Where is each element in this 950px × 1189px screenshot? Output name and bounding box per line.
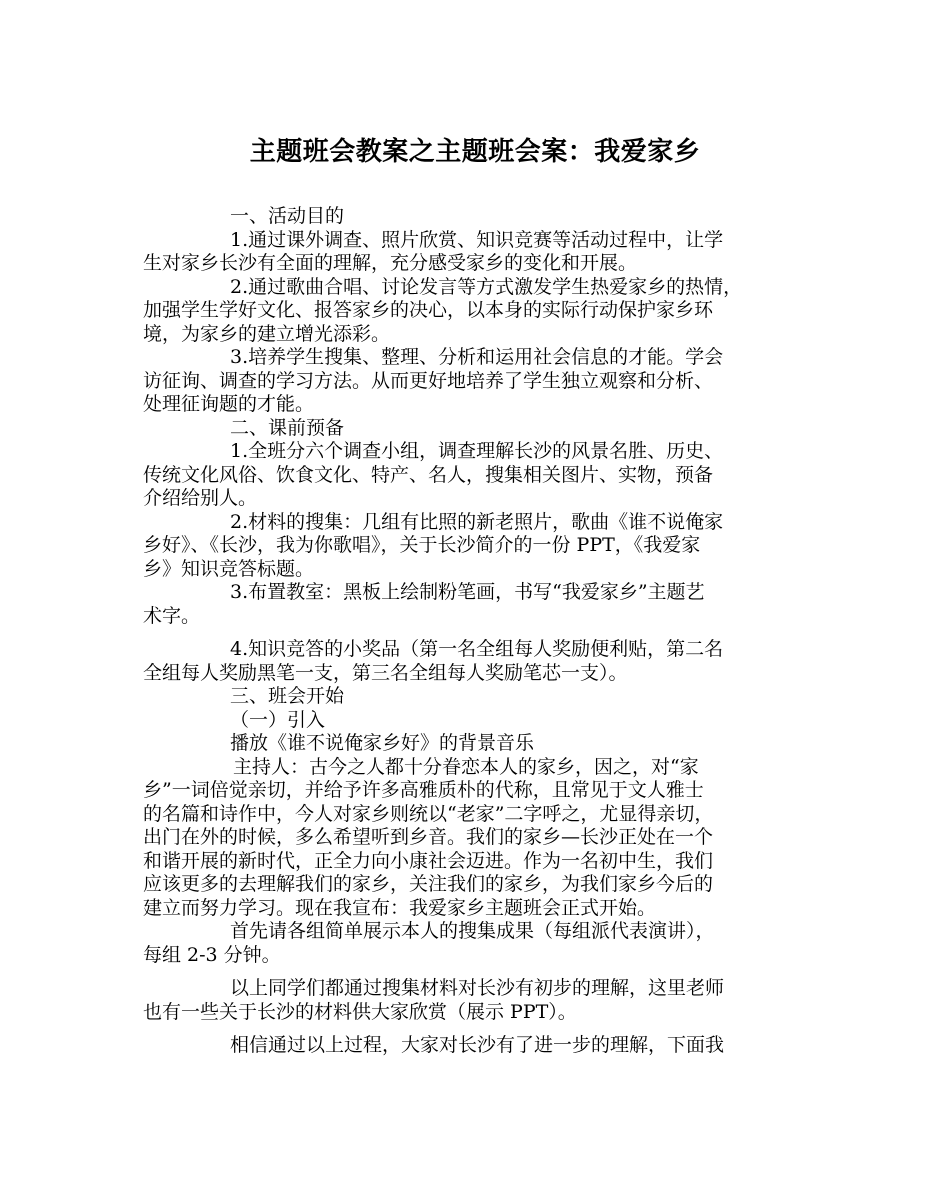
paragraph-line: 境，为家乡的建立增光添彩。 xyxy=(143,322,391,345)
subsection-heading: （一）引入 xyxy=(230,708,326,731)
paragraph-line: 每组 2-3 分钟。 xyxy=(143,943,281,966)
paragraph-line: 的名篇和诗作中，今人对家乡则统以“老家”二字呼之，尤显得亲切， xyxy=(143,802,714,825)
paragraph-line: 传统文化风俗、饮食文化、特产、名人，搜集相关图片、实物，预备 xyxy=(143,463,714,486)
paragraph-line: 2.材料的搜集：几组有比照的新老照片，歌曲《谁不说俺家 xyxy=(230,510,724,533)
section-heading: 二、课前预备 xyxy=(230,416,345,439)
paragraph-line: 建立而努力学习。现在我宣布：我爱家乡主题班会正式开始。 xyxy=(143,896,657,919)
paragraph-line: 主持人：古今之人都十分眷恋本人的家乡，因之，对“家 xyxy=(233,755,699,778)
paragraph-line: 生对家乡长沙有全面的理解，充分感受家乡的变化和开展。 xyxy=(143,252,638,274)
section-heading: 三、班会开始 xyxy=(230,685,345,707)
paragraph-line: 2.通过歌曲合唱、讨论发言等方式激发学生热爱家乡的热情， xyxy=(230,275,743,298)
paragraph-line: 1.通过课外调查、照片欣赏、知识竞赛等活动过程中，让学 xyxy=(230,228,724,251)
paragraph-line: 首先请各组简单展示本人的搜集成果（每组派代表演讲）， xyxy=(230,920,715,942)
paragraph-line: 相信通过以上过程，大家对长沙有了进一步的理解，下面我 xyxy=(230,1034,725,1056)
paragraph-line: 术字。 xyxy=(143,604,201,627)
document-title: 主题班会教案之主题班会案：我爱家乡 xyxy=(249,137,701,167)
paragraph-line: 3.培养学生搜集、整理、分析和运用社会信息的才能。学会 xyxy=(230,346,724,368)
paragraph-line: 访征询、调查的学习方法。从而更好地培养了学生独立观察和分析、 xyxy=(143,369,714,392)
paragraph-line: 乡”一词倍觉亲切，并给予许多高雅质朴的代称，且常见于文人雅士 xyxy=(143,779,704,801)
document-body xyxy=(143,205,815,1058)
paragraph-line: 播放《谁不说俺家乡好》的背景音乐 xyxy=(230,732,535,754)
paragraph-line: 处理征询题的才能。 xyxy=(143,393,315,415)
paragraph-line: 和谐开展的新时代，正全力向小康社会迈进。作为一名初中生，我们 xyxy=(143,849,714,872)
paragraph-line: 4.知识竞答的小奖品（第一名全组每人奖励便利贴，第二名 xyxy=(230,638,724,660)
paragraph-line: 以上同学们都通过搜集材料对长沙有初步的理解，这里老师 xyxy=(230,977,725,999)
paragraph-line: 也有一些关于长沙的材料供大家欣赏（展示 PPT）。 xyxy=(143,1000,577,1023)
paragraph-line: 1.全班分六个调查小组，调查理解长沙的风景名胜、历史、 xyxy=(230,440,724,462)
paragraph-line: 全组每人奖励黑笔一支，第三名全组每人奖励笔芯一支）。 xyxy=(143,661,628,684)
paragraph-line: 乡好》、《长沙，我为你歌唱》，关于长沙简介的一份 PPT，《我爱家 xyxy=(143,534,701,556)
paragraph-line: 3.布置教室：黑板上绘制粉笔画，书写“我爱家乡”主题艺 xyxy=(230,581,705,603)
paragraph-line: 应该更多的去理解我们的家乡，关注我们的家乡，为我们家乡今后的 xyxy=(143,873,714,895)
paragraph-line: 介绍给别人。 xyxy=(143,487,258,509)
section-heading: 一、活动目的 xyxy=(230,205,345,227)
paragraph-line: 乡》知识竞答标题。 xyxy=(143,557,315,580)
paragraph-line: 加强学生学好文化、报答家乡的决心，以本身的实际行动保护家乡环 xyxy=(143,299,714,321)
paragraph-line: 出门在外的时候，多么希望听到乡音。我们的家乡—长沙正处在一个 xyxy=(143,826,714,848)
